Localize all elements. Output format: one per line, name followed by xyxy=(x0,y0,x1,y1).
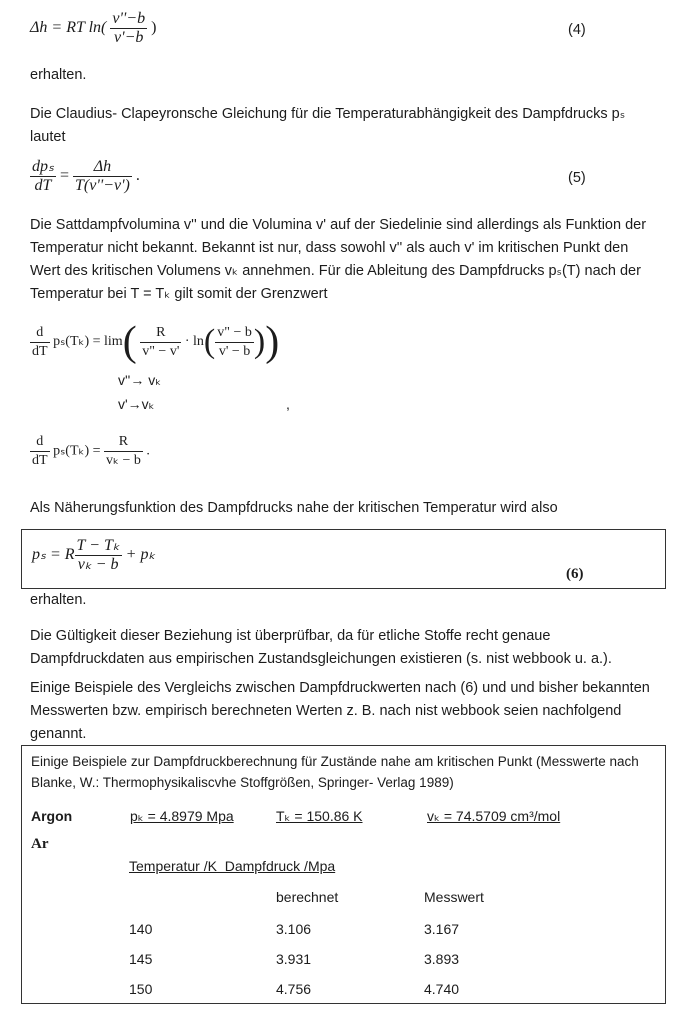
res-d-num: d xyxy=(30,433,50,452)
lim-d-num: d xyxy=(30,324,50,343)
eq5-rhs-num: Δh xyxy=(73,158,132,177)
lim-d-den: dT xyxy=(32,343,48,359)
res-r-num: R xyxy=(104,433,143,452)
examples-box xyxy=(21,745,666,1004)
paragraph-beispiele: Einige Beispiele des Vergleichs zwischen Dampfdruckwerten nach (6) und und bisher bekannten Messwerten bzw. empirisch berechneten Werten z. B. nach nist webbook seien nachfolgend genannt. xyxy=(30,680,650,742)
header-calculated: berechnet xyxy=(276,889,339,905)
equation-limit xyxy=(30,319,280,365)
eq5-number: (5) xyxy=(568,170,586,186)
eq5-rhs-fraction xyxy=(73,158,132,195)
lim-sub-1: v''→ vₖ xyxy=(118,372,162,388)
eq5-rhs-den: T(v''−v') xyxy=(75,177,130,194)
row-2-calculated: 3.931 xyxy=(276,951,312,967)
res-r-den: vₖ − b xyxy=(106,453,141,468)
eq5-lhs-den: dT xyxy=(34,177,52,194)
eq6-number: (6) xyxy=(566,566,584,582)
res-ps: pₛ(Tₖ) = xyxy=(53,443,101,459)
row-3-temperature: 150 xyxy=(129,981,153,997)
eq5-equals: = xyxy=(59,167,69,185)
eq4-number: (4) xyxy=(568,22,586,38)
row-1-calculated: 3.106 xyxy=(276,921,312,937)
paragraph-erhalten-2: erhalten. xyxy=(30,592,87,608)
equation-5 xyxy=(30,158,140,195)
eq4-denominator: v'−b xyxy=(114,29,144,46)
lim-ln-num: v" − b xyxy=(215,324,254,343)
res-dot: . xyxy=(146,443,150,459)
eq5-dot: . xyxy=(135,167,140,185)
equation-result xyxy=(30,433,150,470)
res-r-fraction xyxy=(104,433,143,470)
eq6-den: vₖ − b xyxy=(77,556,119,573)
lim-word: lim xyxy=(104,334,123,350)
lim-r-fraction xyxy=(140,324,181,361)
lim-ln-open: ( xyxy=(203,323,216,360)
lim-ln-fraction xyxy=(215,324,254,361)
substance-name: Argon xyxy=(31,808,73,824)
paragraph-erhalten-1: erhalten. xyxy=(30,67,87,83)
paragraph-gueltigkeit: Die Gültigkeit dieser Beziehung ist überprüfbar, da für etliche Stoffe recht genaue Dampfdruckdaten aus empirischen Zustandsgleichungen existieren (s. nist webbook u. a.). xyxy=(30,628,612,667)
table-column-header: Temperatur /K Dampfdruck /Mpa xyxy=(129,858,336,874)
eq6-num: T − Tₖ xyxy=(76,537,120,554)
res-d-den: dT xyxy=(32,453,48,468)
eq4-lhs: Δh = RT ln( xyxy=(30,19,107,37)
row-3-calculated: 4.756 xyxy=(276,981,312,997)
eq5-lhs-fraction xyxy=(30,158,56,195)
row-2-temperature: 145 xyxy=(129,951,153,967)
lim-ps: pₛ(Tₖ) = xyxy=(53,334,101,350)
row-1-temperature: 140 xyxy=(129,921,153,937)
row-3-measured: 4.740 xyxy=(424,981,460,997)
eq6-fraction xyxy=(75,537,122,574)
paragraph-sattdampf: Die Sattdampfvolumina v'' und die Volumina v' auf der Siedelinie sind allerdings als Funktion der Temperatur nicht bekannt. Bekannt ist nur, dass sowohl v'' als auch v' im kritischen Punkt den Wert des kritischen Volumens vₖ annehmen. Für die Ableitung des Dampfdrucks pₛ(T) nach der Temperatur bei T = Tₖ gilt somit der Grenzwert xyxy=(30,217,647,302)
paragraph-naeherung: Als Näherungsfunktion des Dampfdrucks nahe der kritischen Temperatur wird also xyxy=(30,500,558,516)
eq4-close: ) xyxy=(151,19,157,37)
row-1-measured: 3.167 xyxy=(424,921,460,937)
res-d-fraction xyxy=(30,433,50,470)
paragraph-clapeyron: Die Claudius- Clapeyronsche Gleichung für die Temperaturabhängigkeit des Dampfdrucks pₛ lautet xyxy=(30,106,626,145)
eq4-fraction xyxy=(110,10,147,47)
eq6-tail: + pₖ xyxy=(125,546,156,564)
lim-ln-close: ) xyxy=(253,323,266,360)
equation-4 xyxy=(30,10,156,47)
eq4-numerator: v''−b xyxy=(112,10,146,27)
examples-intro: Einige Beispiele zur Dampfdruckberechnung für Zustände nahe am kritischen Punkt (Messwerte nach Blanke, W.: Thermophysikaliscvhe Stoffgrößen, Springer- Verlag 1989) xyxy=(31,754,639,790)
lim-d-fraction xyxy=(30,324,50,361)
lim-paren-open: ( xyxy=(122,319,137,365)
lim-r-num: R xyxy=(140,324,181,343)
substance-symbol: Ar xyxy=(31,836,49,852)
row-2-measured: 3.893 xyxy=(424,951,460,967)
critical-volume: vₖ = 74.5709 cm³/mol xyxy=(427,808,561,824)
equation-6-box xyxy=(21,529,666,589)
lim-comma: , xyxy=(286,396,290,412)
lim-ln-den: v' − b xyxy=(218,343,251,359)
lim-ln: · ln xyxy=(184,334,204,350)
critical-temperature: Tₖ = 150.86 K xyxy=(276,808,363,824)
equation-6 xyxy=(32,537,155,574)
eq6-lhs: pₛ = R xyxy=(32,546,75,564)
eq5-lhs-num: dpₛ xyxy=(32,158,54,175)
lim-sub-2: v'→vₖ xyxy=(118,396,155,412)
lim-r-den: v" − v' xyxy=(142,343,180,359)
lim-paren-close: ) xyxy=(265,319,280,365)
header-measured: Messwert xyxy=(424,889,484,905)
critical-pressure: pₖ = 4.8979 Mpa xyxy=(130,808,234,824)
